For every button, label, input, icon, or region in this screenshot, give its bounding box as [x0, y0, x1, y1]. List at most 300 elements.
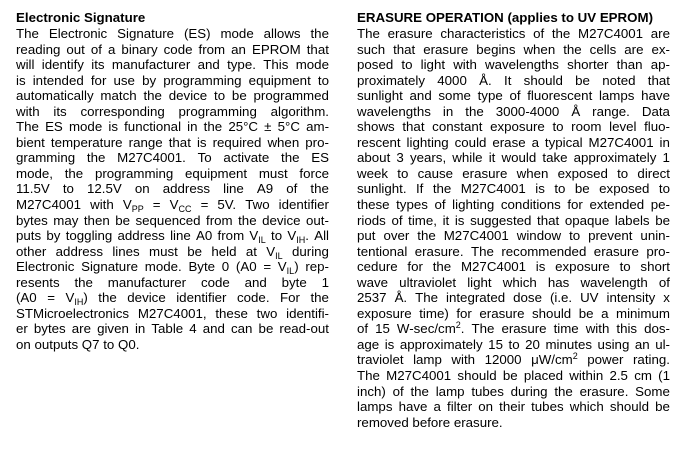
word: lamp — [413, 352, 442, 368]
word: Signature — [81, 259, 139, 275]
word: power — [587, 352, 624, 368]
word: to — [214, 88, 226, 104]
word: exposed — [599, 181, 650, 197]
word: address — [162, 181, 211, 197]
word: lighting — [452, 197, 495, 213]
word: The — [471, 321, 495, 337]
word: erase — [492, 134, 526, 150]
word: approximately — [573, 150, 657, 166]
word: address — [117, 228, 165, 244]
word: bytes — [16, 212, 48, 228]
section-heading: Electronic Signature — [16, 10, 146, 25]
word: intended — [32, 72, 84, 88]
word: ultraviolet — [399, 274, 457, 290]
text-line — [357, 135, 670, 151]
word: functional — [124, 119, 182, 135]
word: tubes — [471, 383, 504, 399]
word: is — [384, 336, 395, 352]
word: Electronic — [48, 26, 108, 41]
word: be — [502, 368, 518, 384]
word: have — [398, 399, 428, 415]
word: from — [217, 228, 245, 244]
word: Byte — [188, 259, 216, 275]
word: erasure. — [414, 243, 464, 259]
word: Electronic — [16, 259, 75, 275]
text-line — [16, 150, 329, 166]
word: fluo- — [644, 119, 670, 135]
word: in — [442, 103, 454, 119]
word: for — [567, 197, 583, 213]
text-line — [357, 26, 670, 42]
word: erasure — [501, 321, 547, 337]
word: lines — [112, 243, 140, 259]
word: constant — [432, 119, 483, 135]
word: exposure — [555, 259, 610, 275]
word: The — [357, 26, 380, 41]
word: level — [609, 119, 637, 135]
word: tentional — [357, 243, 408, 259]
word: a — [531, 134, 539, 150]
word: such — [357, 41, 386, 57]
word: its — [53, 103, 67, 119]
word: be — [258, 321, 274, 337]
word: ul- — [655, 336, 670, 352]
word: with — [453, 57, 477, 73]
word: device — [127, 290, 166, 306]
word: The — [16, 119, 39, 135]
word: type — [477, 88, 503, 104]
word: ES — [45, 119, 63, 135]
word: has — [547, 274, 570, 290]
word: the — [74, 274, 93, 290]
word: sunlight. — [357, 181, 407, 197]
text-line — [16, 119, 329, 135]
word: STMicroelectronics — [16, 305, 130, 321]
word: two — [256, 305, 278, 321]
word: M27C4001. — [117, 150, 186, 166]
word: dos- — [644, 321, 670, 337]
word: A0 — [196, 228, 213, 244]
word: the — [310, 181, 329, 197]
word: age — [357, 336, 380, 352]
word: ap- — [650, 57, 670, 73]
word: that — [402, 119, 425, 135]
word: Table — [151, 321, 184, 337]
word: identifi- — [286, 305, 329, 321]
word: of — [658, 274, 670, 290]
word: Å — [571, 103, 581, 119]
text-line — [16, 26, 329, 42]
word: ± — [264, 119, 272, 135]
text-line — [357, 73, 670, 89]
word: room — [571, 119, 602, 135]
text-line — [357, 88, 670, 104]
word: allows — [263, 26, 301, 41]
word: EPROM — [251, 41, 301, 57]
word: will — [16, 57, 35, 73]
word: prevent — [588, 228, 633, 244]
text-line — [16, 88, 329, 104]
word: lighting — [406, 134, 449, 150]
word: to — [552, 119, 564, 135]
text-line — [16, 275, 329, 291]
word: programming — [94, 165, 174, 181]
word: identify — [41, 57, 84, 73]
word: the — [310, 290, 329, 306]
word: take — [542, 150, 568, 166]
word: wavelengths — [485, 57, 559, 73]
word: rescent — [357, 134, 401, 150]
text-line — [357, 42, 670, 58]
word: algorithm. — [270, 103, 329, 119]
word: M27C4001 — [386, 368, 452, 384]
word: manufacturer — [111, 57, 191, 73]
word: by — [142, 72, 157, 88]
erasure-operation-section — [357, 10, 670, 430]
word: $V_{IL}$ — [266, 243, 283, 261]
word: be — [115, 212, 131, 228]
word: on — [478, 399, 494, 415]
word: device — [168, 88, 208, 104]
word: sunlight — [357, 88, 403, 104]
word: and — [197, 57, 220, 73]
word: be — [655, 212, 670, 228]
word: to — [617, 165, 629, 181]
word: at — [245, 243, 257, 259]
text-line — [357, 57, 670, 73]
word: 5V. — [217, 197, 237, 213]
word: window — [516, 228, 562, 244]
text-line — [16, 244, 329, 260]
word: The — [16, 26, 39, 41]
word: M27C4001 — [460, 181, 526, 197]
word: that — [537, 212, 560, 228]
word: the — [281, 150, 300, 166]
word: The — [357, 368, 380, 384]
word: from — [206, 212, 233, 228]
section-heading: ERASURE OPERATION (applies to UV EPROM) — [357, 10, 654, 25]
word: the — [554, 383, 573, 399]
word: may — [53, 212, 79, 228]
word: 1 — [662, 150, 670, 166]
word: dose — [513, 290, 542, 306]
word: 2.5 — [609, 368, 628, 384]
word: minutes — [545, 336, 593, 352]
word: 2537 — [357, 290, 387, 306]
word: required — [212, 134, 262, 150]
word: exposure — [490, 119, 545, 135]
word: ex- — [651, 41, 670, 57]
word: lamps — [598, 88, 635, 104]
word: over — [383, 228, 410, 244]
word: of — [357, 321, 369, 337]
word: exposed — [557, 165, 608, 181]
text-line — [16, 166, 329, 182]
word: 15 — [488, 336, 503, 352]
word: lamp — [435, 383, 465, 399]
word: be — [574, 181, 590, 197]
word: wavelength — [580, 274, 648, 290]
word: er — [16, 321, 28, 337]
word: binary — [121, 41, 158, 57]
word: some — [438, 88, 471, 104]
word: identifier — [278, 197, 329, 213]
word: to — [401, 57, 413, 73]
word: the — [98, 290, 117, 306]
text-line — [357, 181, 670, 197]
text-line — [357, 244, 670, 260]
word: exposure — [357, 305, 412, 321]
text-line — [16, 228, 329, 244]
word: shorter — [567, 57, 609, 73]
word: is — [535, 259, 546, 275]
word: inch) — [357, 383, 386, 399]
text-line — [357, 384, 670, 400]
word: 20 — [525, 336, 540, 352]
word: 12000 — [484, 352, 522, 368]
word: with — [16, 103, 40, 119]
word: an — [634, 336, 650, 352]
text-line — [357, 290, 670, 306]
word: $\mu W/cm^2$ — [531, 351, 578, 368]
word: automatically — [16, 88, 94, 104]
word: reading — [16, 41, 61, 57]
word: the — [143, 88, 162, 104]
word: the — [310, 26, 329, 41]
word: M27C4001 — [578, 26, 644, 41]
word: If — [415, 181, 424, 197]
word: Å. — [479, 72, 492, 88]
word: (A0 — [235, 259, 257, 275]
word: from — [198, 41, 226, 57]
word: the — [432, 259, 452, 275]
word: time) — [419, 305, 449, 321]
word: that — [393, 41, 416, 57]
word: during — [510, 383, 548, 399]
word: am- — [306, 119, 329, 135]
text-line — [16, 57, 329, 73]
word: rep- — [305, 259, 329, 275]
word: a — [108, 41, 116, 57]
word: of — [391, 212, 403, 228]
word: this — [616, 321, 638, 337]
word: For — [280, 290, 300, 306]
word: shows — [357, 119, 395, 135]
word: the — [64, 165, 84, 181]
word: given — [97, 321, 129, 337]
word: and — [409, 88, 432, 104]
text-line: on outputs Q7 to Q0. — [16, 336, 140, 352]
word: by — [46, 228, 61, 244]
word: begins — [476, 41, 516, 57]
word: of — [434, 197, 446, 213]
word: be — [578, 305, 594, 321]
word: cause — [417, 165, 454, 181]
word: (ES) — [183, 26, 211, 41]
word: rating. — [633, 352, 670, 368]
word: be — [575, 72, 590, 88]
section-body — [16, 26, 329, 352]
word: traviolet — [357, 352, 404, 368]
word: in — [187, 119, 198, 135]
word: The — [470, 243, 494, 259]
word: are — [624, 41, 644, 57]
word: be — [655, 399, 670, 415]
word: opaque — [564, 212, 610, 228]
word: force — [299, 165, 329, 181]
word: it — [442, 212, 450, 228]
word: are — [71, 321, 91, 337]
word: light — [420, 57, 446, 73]
text-line — [16, 290, 329, 306]
word: = — [263, 259, 272, 275]
word: recommended — [501, 243, 587, 259]
word: of — [533, 26, 545, 41]
word: a — [601, 305, 609, 321]
word: should — [523, 72, 563, 88]
word: with — [585, 321, 610, 337]
word: and — [244, 274, 267, 290]
word: wave — [357, 274, 389, 290]
word: To — [197, 150, 212, 166]
text-line: removed before erasure. — [357, 414, 503, 430]
word: the — [551, 26, 571, 41]
word: bytes — [33, 321, 66, 337]
word: posed — [357, 57, 394, 73]
word: minimum — [616, 305, 670, 321]
word: of — [392, 383, 404, 399]
word: programming — [178, 103, 257, 119]
word: resents — [16, 274, 60, 290]
word: the — [563, 41, 582, 57]
word: Signature — [117, 26, 175, 41]
word: light — [467, 274, 492, 290]
word: tubes — [531, 399, 564, 415]
text-line — [16, 259, 329, 275]
word: characteristics — [440, 26, 526, 41]
word: on — [134, 181, 150, 197]
word: of — [286, 181, 298, 197]
word: to — [317, 72, 329, 88]
word: = — [152, 197, 161, 213]
word: code — [163, 41, 193, 57]
word: out — [66, 41, 85, 57]
word: with — [451, 352, 476, 368]
word: the — [417, 228, 436, 244]
word: these — [357, 197, 390, 213]
text-line — [357, 197, 670, 213]
word: during — [291, 243, 329, 259]
word: Some — [635, 383, 670, 399]
word: to — [271, 228, 283, 244]
word: the — [203, 119, 223, 135]
word: $V_{IH}$. — [287, 228, 309, 246]
word: that — [168, 134, 191, 150]
word: M27C4001 — [443, 228, 509, 244]
word: (i.e. — [549, 290, 573, 306]
text-line — [357, 104, 670, 120]
word: that — [306, 41, 329, 57]
word: code. — [236, 290, 270, 306]
text-line — [357, 275, 670, 291]
word: are — [650, 26, 670, 41]
word: cells — [589, 41, 617, 57]
word: which — [569, 399, 604, 415]
text-line — [357, 213, 670, 229]
word: $W-\sec/cm^2$. — [396, 320, 465, 337]
word: cm — [634, 368, 652, 384]
word: put — [357, 228, 376, 244]
word: x — [663, 290, 670, 306]
word: erasure — [593, 243, 639, 259]
word: the — [465, 103, 484, 119]
word: erasure — [462, 165, 508, 181]
word: range. — [592, 103, 630, 119]
word: $V_{IH}$) — [65, 290, 88, 308]
word: = — [200, 197, 209, 213]
word: = — [47, 290, 55, 306]
word: Å. — [394, 290, 408, 306]
word: it — [488, 150, 496, 166]
word: $V_{IL}$) — [277, 259, 299, 277]
word: to — [397, 165, 409, 181]
word: for — [407, 259, 423, 275]
word: have — [641, 88, 670, 104]
word: placed — [523, 368, 564, 384]
text-line — [357, 119, 670, 135]
word: cedure — [357, 259, 398, 275]
word: erasure — [387, 26, 433, 41]
word: 3 — [396, 150, 404, 166]
section-body — [357, 26, 670, 430]
word: Two — [245, 197, 270, 213]
text-line — [16, 213, 329, 229]
word: extended — [589, 197, 645, 213]
word: is — [454, 212, 465, 228]
word: filter — [447, 399, 473, 415]
text-line — [16, 306, 329, 322]
word: a — [433, 399, 441, 415]
word: to — [658, 181, 670, 197]
word: 4 — [189, 321, 197, 337]
word: time — [553, 321, 579, 337]
word: when — [523, 41, 556, 57]
word: erasure — [479, 305, 525, 321]
word: the — [86, 150, 106, 166]
word: would — [501, 150, 537, 166]
word: be — [231, 88, 247, 104]
word: when — [267, 134, 300, 150]
word: could — [454, 134, 487, 150]
word: erasure. — [579, 383, 629, 399]
word: This — [263, 57, 289, 73]
word: for — [456, 305, 472, 321]
word: time, — [408, 212, 437, 228]
word: the — [432, 181, 452, 197]
text-line — [357, 352, 670, 368]
word: ES — [311, 150, 329, 166]
word: 4000 — [437, 72, 467, 88]
word: be — [187, 243, 202, 259]
word: erasure — [423, 41, 469, 57]
word: must — [258, 165, 288, 181]
word: All — [314, 228, 329, 244]
word: mode — [220, 26, 254, 41]
word: for — [90, 72, 107, 88]
word: which — [502, 274, 537, 290]
word: pro- — [646, 243, 670, 259]
word: mode. — [144, 259, 182, 275]
